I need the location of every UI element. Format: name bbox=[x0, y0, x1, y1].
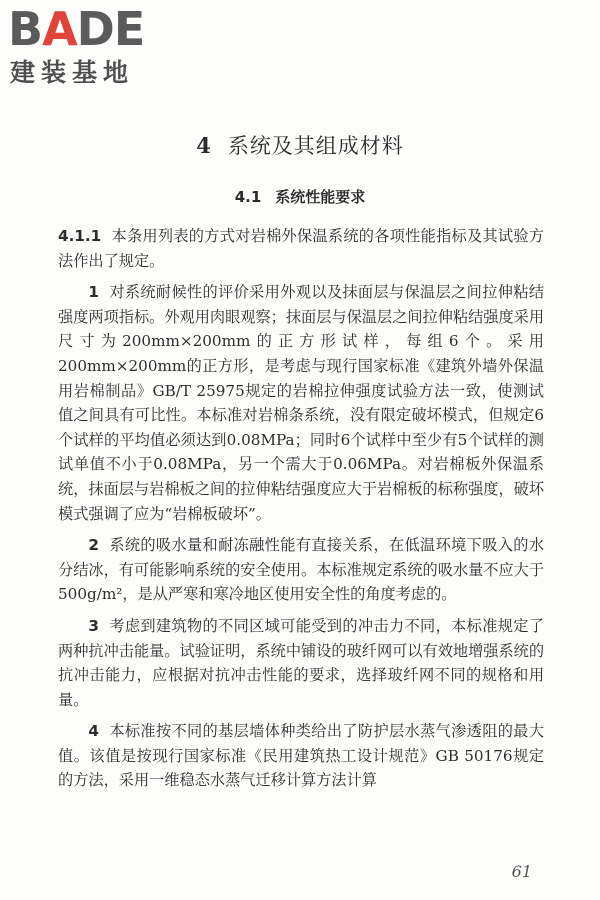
chapter-title bbox=[0, 130, 600, 160]
clause-text: 本条用列表的方式对岩棉外保温系统的各项性能指标及其试验方法作出了规定。 bbox=[58, 227, 544, 270]
section-title-text: 系统性能要求 bbox=[275, 188, 366, 206]
bade-logo bbox=[8, 4, 178, 92]
logo-wordmark: BADE bbox=[8, 2, 145, 56]
item-paragraph-3 bbox=[58, 614, 544, 712]
page-number: 61 bbox=[511, 862, 532, 881]
item-text: 考虑到建筑物的不同区域可能受到的冲击力不同，本标准规定了两种抗冲击能量。试验证明，系统中铺设的玻纤网可以有效地增强系统的抗冲击能力，应根据对抗冲击性能的要求，选择玻纤网不同的规格和用量。 bbox=[58, 616, 544, 709]
clause-number: 4.1.1 bbox=[58, 227, 102, 245]
chapter-number: 4 bbox=[196, 133, 212, 158]
item-text: 本标准按不同的基层墙体种类给出了防护层水蒸气渗透阻的最大值。该值是按现行国家标准《民用建筑热工设计规范》GB 50176规定的方法，采用一维稳态水蒸气迁移计算方法计算 bbox=[58, 722, 544, 790]
item-number: 2 bbox=[88, 536, 99, 555]
body-text bbox=[58, 224, 544, 800]
clause-paragraph bbox=[58, 224, 544, 273]
item-number: 3 bbox=[88, 616, 99, 635]
item-paragraph-4 bbox=[58, 719, 544, 793]
item-paragraph-2 bbox=[58, 533, 544, 607]
item-number: 4 bbox=[88, 722, 99, 741]
item-number: 1 bbox=[88, 283, 99, 302]
logo-subtitle: 建装基地 bbox=[10, 58, 135, 87]
item-text: 对系统耐候性的评价采用外观以及抹面层与保温层之间拉伸粘结强度两项指标。外观用肉眼观察；抹面层与保温层之间拉伸粘结强度采用尺寸为200mm×200mm的正方形试样，每组6个。采用200mm×200mm的正方形，是考虑与现行国家标准《建筑外墙外保温用岩棉制品》GB/T 25975规定的岩棉拉伸强度试验方法一致，使测试值之间具有可比性。本标准对岩棉条系统，没有限定破坏模式，但规定6个试样的平均值必须达到0.08MPa；同时6个试样中至少有5个试样的测试单值不小于0.08MPa，另一个需大于0.06MPa。对岩棉板外保温系统，抹面层与岩棉板之间的拉伸粘结强度应大于岩棉板的标称强度，破坏模式强调了应为“岩棉板破坏”。 bbox=[58, 283, 544, 523]
item-text: 系统的吸水量和耐冻融性能有直接关系，在低温环境下吸入的水分结冰，有可能影响系统的安全使用。本标准规定系统的吸水量不应大于500g/m²，是从严寒和寒冷地区使用安全性的角度考虑的。 bbox=[58, 536, 544, 604]
section-number: 4.1 bbox=[234, 188, 262, 206]
chapter-title-text: 系统及其组成材料 bbox=[227, 134, 404, 158]
section-title bbox=[0, 186, 600, 207]
item-paragraph-1 bbox=[58, 280, 544, 526]
